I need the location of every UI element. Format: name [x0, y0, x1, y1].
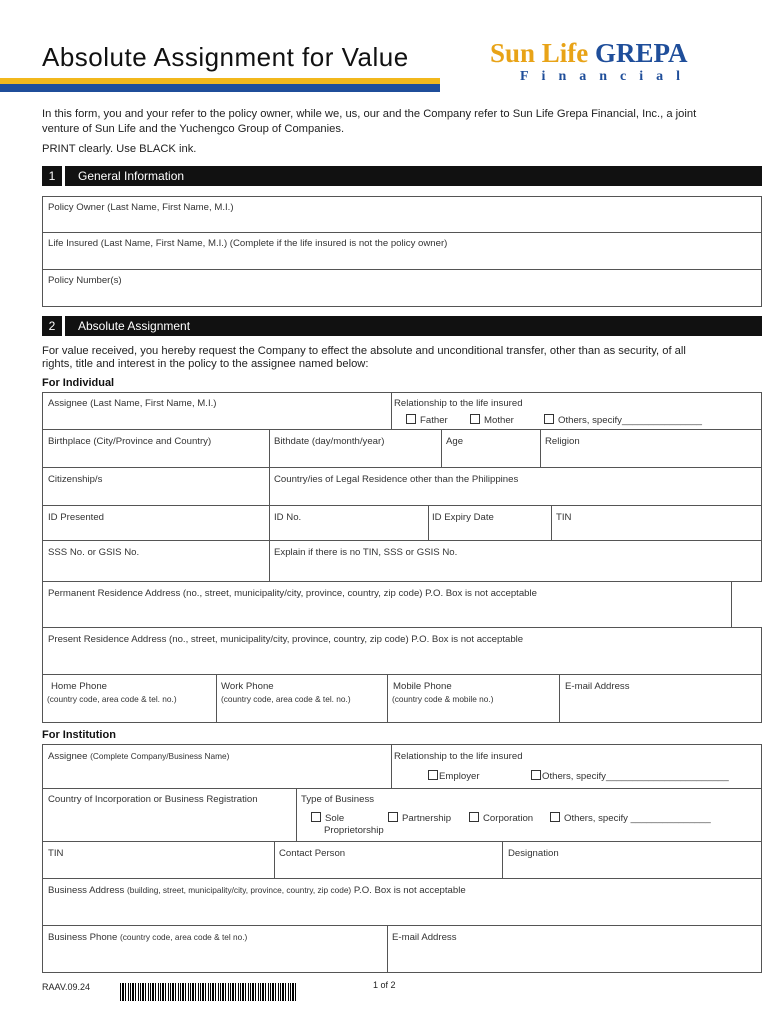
field-label-main: Business Address [48, 885, 125, 896]
option-label: Partnership [402, 813, 452, 824]
company-logo [490, 38, 688, 69]
field-label-tail: P.O. Box is not acceptable [353, 885, 466, 896]
id-presented-field[interactable] [42, 505, 270, 541]
birthdate-field[interactable] [269, 429, 442, 468]
field-label: SSS No. or GSIS No. [48, 547, 140, 558]
field-label: Birthplace (City/Province and Country) [48, 436, 212, 447]
contact-person-field[interactable] [274, 841, 503, 879]
section-label: General Information [78, 169, 185, 183]
checkbox-icon [388, 812, 398, 822]
country-residence-field[interactable] [269, 467, 762, 506]
checkbox-icon [406, 414, 416, 424]
field-label: Explain if there is no TIN, SSS or GSIS No. [274, 547, 458, 558]
employer-checkbox[interactable] [428, 770, 480, 782]
header-bar-blue [0, 84, 440, 92]
field-label: E-mail Address [565, 681, 630, 692]
designation-field[interactable] [502, 841, 762, 879]
section-2-header [42, 316, 762, 336]
sole-proprietorship-checkbox[interactable] [311, 812, 344, 824]
field-label: Life Insured (Last Name, First Name, M.I.) (Complete if the life insured is not the policy owner) [48, 238, 448, 249]
field-label: E-mail Address [392, 932, 457, 943]
print-instruction: PRINT clearly. Use BLACK ink. [42, 143, 197, 155]
mobile-phone-field[interactable] [387, 674, 560, 723]
option-label: Sole [325, 813, 345, 824]
option-label: Father [420, 415, 448, 426]
field-label: Policy Owner (Last Name, First Name, M.I.) [48, 202, 234, 213]
logo-financial: Financial [520, 69, 694, 84]
field-label: Assignee (Last Name, First Name, M.I.) [48, 398, 217, 409]
age-field[interactable] [441, 429, 541, 468]
field-label: Permanent Residence Address (no., street, municipality/city, province, country, zip code) P.O. Box is not acceptable [48, 588, 537, 599]
business-others-checkbox[interactable] [550, 812, 711, 824]
policy-number-field[interactable] [42, 269, 762, 307]
field-label: ID Expiry Date [432, 512, 494, 523]
field-label [48, 751, 229, 762]
permanent-address-field[interactable] [42, 581, 732, 628]
business-phone-field[interactable] [42, 925, 388, 973]
field-label: TIN [48, 848, 64, 859]
institution-others-checkbox[interactable] [531, 770, 729, 782]
type-business-field [296, 788, 762, 842]
sss-gsis-field[interactable] [42, 540, 270, 582]
field-label [48, 932, 247, 943]
option-label: Corporation [483, 813, 534, 824]
checkbox-icon [550, 812, 560, 822]
field-label: Bithdate (day/month/year) [274, 436, 385, 447]
business-email-field[interactable] [387, 925, 762, 973]
option-label: Others, specify_______________________ [542, 771, 729, 782]
field-label: ID No. [274, 512, 302, 523]
field-label: Designation [508, 848, 559, 859]
field-label: Present Residence Address (no., street, municipality/city, province, country, zip code) P.O. Box is not acceptable [48, 634, 524, 645]
field-sublabel: (country code, area code & tel. no.) [221, 694, 351, 704]
checkbox-icon [531, 770, 541, 780]
life-insured-field[interactable] [42, 232, 762, 270]
checkbox-icon [470, 414, 480, 424]
assignee-name-field[interactable] [42, 392, 392, 430]
tin-field[interactable] [551, 505, 762, 541]
partnership-checkbox[interactable] [388, 812, 451, 824]
section-number: 1 [42, 166, 65, 186]
option-label: Others, specify _______________ [564, 813, 711, 824]
father-checkbox[interactable] [406, 414, 448, 426]
checkbox-icon [311, 812, 321, 822]
mother-checkbox[interactable] [470, 414, 514, 426]
work-phone-field[interactable] [216, 674, 388, 723]
field-sublabel: (country code, area code & tel no.) [120, 932, 248, 942]
assignment-paragraph: For value received, you hereby request the Company to effect the absolute and unconditional transfer, other than as security, of all rights, title and interest in the policy to the assignee named below: [42, 345, 686, 370]
institution-tin-field[interactable] [42, 841, 275, 879]
citizenship-field[interactable] [42, 467, 270, 506]
home-phone-field[interactable] [42, 674, 217, 723]
relationship-field [391, 392, 762, 430]
logo-sun-life: Sun Life [490, 38, 589, 68]
page-title: Absolute Assignment for Value [42, 42, 409, 72]
option-label: Employer [439, 771, 480, 782]
field-label: Type of Business [301, 794, 375, 805]
option-label-continued: Proprietorship [324, 825, 384, 836]
email-field[interactable] [559, 674, 762, 723]
institution-assignee-field[interactable] [42, 744, 392, 789]
field-label: Age [446, 436, 464, 447]
religion-field[interactable] [540, 429, 762, 468]
corporation-checkbox[interactable] [469, 812, 533, 824]
option-label: Mother [484, 415, 514, 426]
field-label: Relationship to the life insured [394, 751, 523, 762]
field-label: TIN [556, 512, 572, 523]
field-label: Religion [545, 436, 580, 447]
policy-owner-field[interactable] [42, 196, 762, 233]
field-sublabel: (building, street, municipality/city, province, country, zip code) [126, 885, 352, 895]
id-number-field[interactable] [269, 505, 429, 541]
field-label: Policy Number(s) [48, 275, 122, 286]
field-sublabel: (country code & mobile no.) [392, 694, 494, 704]
checkbox-icon [469, 812, 479, 822]
checkbox-icon [428, 770, 438, 780]
field-sublabel: (country code, area code & tel. no.) [47, 694, 177, 704]
field-label: Work Phone [221, 681, 274, 692]
section-1-header [42, 166, 762, 186]
field-label: Country of Incorporation or Business Registration [48, 794, 258, 805]
field-label-main: Business Phone [48, 932, 118, 943]
section-number: 2 [42, 316, 65, 336]
others-checkbox[interactable] [544, 414, 702, 426]
section-label: Absolute Assignment [78, 319, 191, 333]
option-label: Others, specify_______________ [558, 415, 703, 426]
logo-grepa: GREPA [595, 38, 688, 68]
page-number: 1 of 2 [373, 980, 396, 990]
business-address-field[interactable] [42, 878, 762, 926]
barcode-image [120, 983, 296, 1001]
field-label: Home Phone [51, 681, 107, 692]
country-incorporation-field[interactable] [42, 788, 297, 842]
field-label-main: Assignee [48, 751, 88, 762]
checkbox-icon [544, 414, 554, 424]
institution-heading: For Institution [42, 729, 116, 741]
form-code: RAAV.09.24 [42, 982, 91, 992]
field-label: Country/ies of Legal Residence other than the Philippines [274, 474, 519, 485]
field-label [48, 885, 466, 896]
field-sublabel: (Complete Company/Business Name) [90, 751, 230, 761]
field-label: ID Presented [48, 512, 104, 523]
present-address-field[interactable] [42, 627, 762, 675]
explain-field[interactable] [269, 540, 762, 582]
birthplace-field[interactable] [42, 429, 270, 468]
institution-relationship-field [391, 744, 762, 789]
id-expiry-field[interactable] [428, 505, 552, 541]
field-label: Contact Person [279, 848, 346, 859]
field-label: Mobile Phone [393, 681, 452, 692]
individual-heading: For Individual [42, 377, 115, 389]
field-label: Relationship to the life insured [394, 398, 523, 409]
field-label: Citizenship/s [48, 474, 103, 485]
intro-text: In this form, you and your refer to the policy owner, while we, us, our and the Company refer to Sun Life Grepa Financial, Inc., a joint venture of Sun Life and the Yuchengco Group of Companies. [42, 108, 697, 135]
